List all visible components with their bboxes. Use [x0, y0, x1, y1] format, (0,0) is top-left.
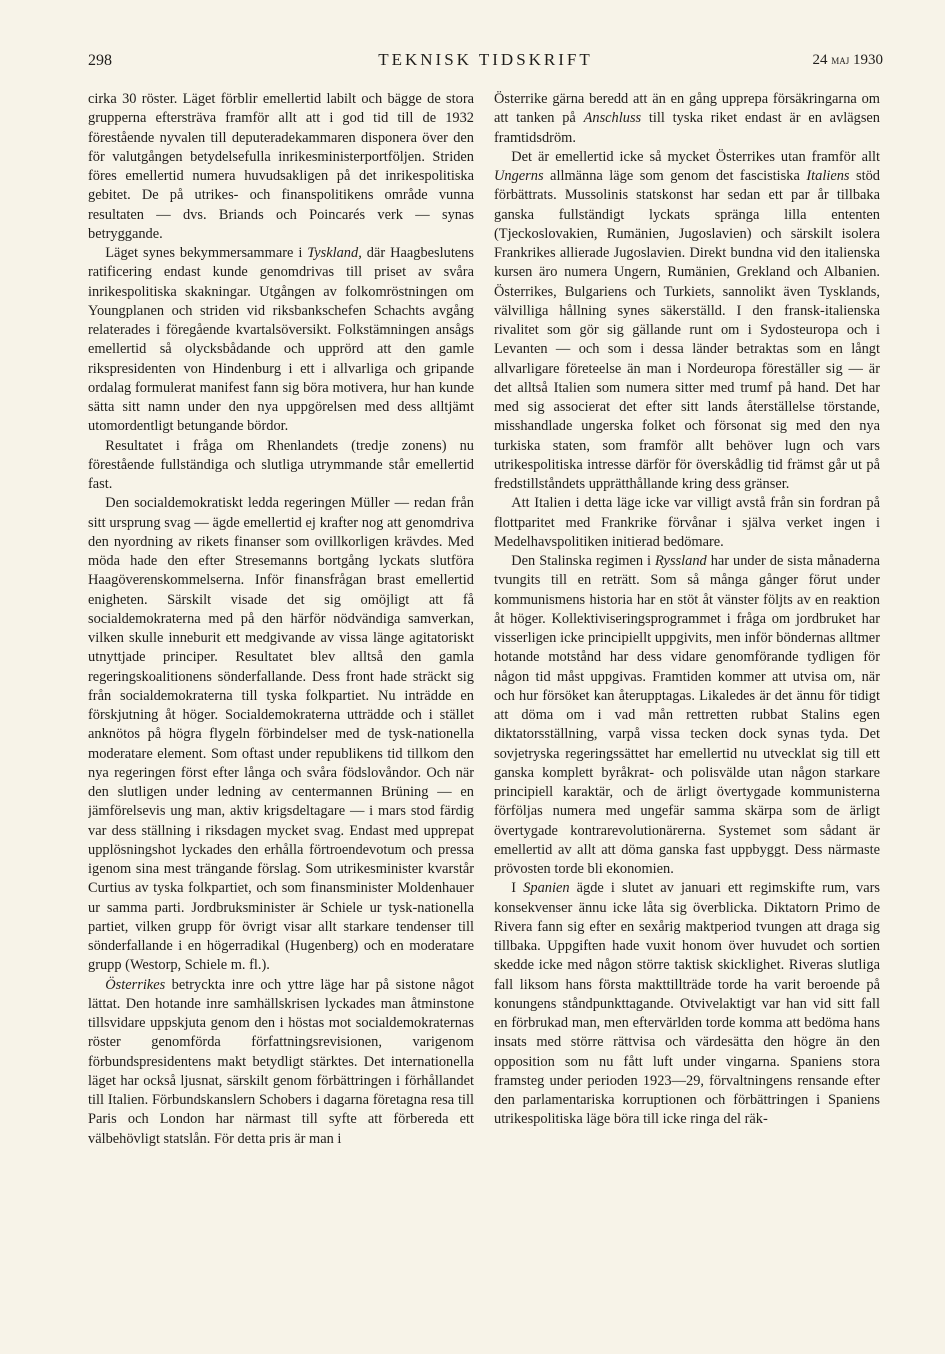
paragraph: [494, 90, 880, 148]
paragraph: [88, 244, 474, 437]
paragraph-text: Läget synes bekymmersammare i: [105, 245, 308, 261]
page-header: [88, 50, 883, 78]
country-name: Spanien: [523, 880, 570, 897]
paragraph-text: ägde i slutet av januari ett regimskifte rum, vars konsekvenser ännu icke låta sig överblicka. Diktatorn Primo de Rivera fann sig efter en sexårig maktperiod tvungen att draga sig tillbaka. Uppgiften hade vuxit honom över huvudet och sortien skedde icke med någon större taktisk skicklighet. Riveras slutliga fall liksom hans första makttillträde torde ha varit beroende på konungens ståndpunkttagande. Otvivelaktigt var han vid sitt fall en förbrukad man, men eftervärlden torde komma att bedöma hans insats med större rättvisa och värdesätta den högre än den opposition som nu fått luft under vingarna. Spaniens stora framsteg under perioden 1923—29, förvaltningens rensande efter den parlamentariska korruptionen och förbättringen i Spaniens utrikespolitiska läge böra till icke ringa del räk-: [494, 880, 880, 1128]
page-number: 298: [88, 52, 112, 69]
paragraph-text: betryckta inre och yttre läge har på sistone något lättat. Den hotande inre samhällskrisen lyckades man åtminstone tillsvidare uppskjuta genom den i höstas mot socialdemokraternas röster genomförda författningsrevisionen, varigenom förbundspresidentens makt betydligt stärktes. Det internationella läget har också ljusnat, särskilt genom förbättringen i förhållandet till Italien. Förbundskanslern Schobers i dagarna företagna resa till Paris och London har närmast till syfte att förbereda ett välbehövligt statslån. För detta pris är man i: [88, 976, 474, 1147]
paragraph-text: I: [511, 880, 524, 897]
country-name: Tyskland,: [307, 245, 362, 261]
paragraph-text: till tyska riket endast är en avlägsen framtidsdröm.: [494, 110, 880, 146]
issue-date: [812, 52, 883, 69]
emphasis-term: Anschluss: [583, 110, 642, 127]
paragraph: Att Italien i detta läge icke var villigt avstå från sin fordran på flottparitet med Frankrike förvånar i själva verket ingen i Medelhavspolitiken initierad bedömare.: [494, 495, 880, 550]
country-name: Österrikes: [105, 976, 166, 993]
issue-year: 1930: [853, 52, 883, 68]
article-body: [88, 90, 880, 1338]
issue-month: maj: [831, 52, 850, 67]
paragraph-text: allmänna läge som genom det fascistiska: [543, 168, 807, 184]
paragraph-text: Österrike gärna beredd att än en gång upprepa försäkringarna om att tanken på: [494, 91, 880, 127]
paragraph: [88, 976, 474, 1149]
country-name: Ungerns: [494, 168, 544, 184]
paragraph: [494, 148, 880, 495]
right-column: [494, 90, 880, 1338]
paragraph: [494, 552, 880, 879]
paragraph: Resultatet i fråga om Rhenlandets (tredje zonens) nu förestående fullständiga och slutliga utrymmande står emellertid fast.: [88, 437, 474, 492]
paragraph-text: Det är emellertid icke så mycket Österrikes utan framför allt: [511, 148, 880, 165]
issue-day: 24: [812, 52, 828, 68]
country-name: Italiens: [806, 168, 850, 184]
paragraph-text: stöd förbättrats. Mussolinis statskonst har sedan ett par år tillbaka ganska fullständigt lyckats spränga lilla ententen (Tjeckoslovakien, Rumänien, Jugoslavien) och särskilt isolera Frankrikes allierade Jugoslavien. Direkt bundna vid den italienska kursen äro numera Ungern, Rumänien, Grekland och Albanien. Österrikes, Bulgariens och Turkiets, sannolikt även Tysklands, välvilliga hållning synes säkerställd. I den fransk-italienska rivalitet som gör sig gällande runt om i Sydosteuropa och i Levanten — och som i dessa länder betraktas som en långt allvarligare företeelse än man i Nordeuropa föreställer sig — är det alltså Italien som numera sitter med trumf på hand. Det har med sig associerat det efter sitt lands återställelse törstande, misshandlade ungerska folket och försonat sig med den nya turkiska staten, som framför allt behöver lugn och vars utrikespolitiska intresse därför för överskådlig tid främst går ut på fredstillståndets upprätthållande kring dess gränser.: [494, 168, 880, 492]
paragraph: cirka 30 röster. Läget förblir emellertid labilt och bägge de stora grupperna eftersträva framför allt att i god tid till de 1932 förestående nyvalen till deputeradekammaren disponera över den för valutgången betydelsefulla inrikesministerportföljen. Striden föres emellertid numera huvudsakligen på det inrikespolitiska gebitet. De på utrikes- och finanspolitikens område vunna resultaten — dvs. Briands och Poincarés verk — synas betryggande.: [88, 91, 474, 242]
left-column: [88, 90, 474, 1338]
paragraph-text: har under de sista månaderna tvungits till en reträtt. Som så många gånger förut under kommunismens historia har en stöt åt vänster följts av en reaktion åt höger. Kollektiviseringsprogrammet i fråga om jordbruket har visserligen icke principiellt uppgivits, men inför böndernas alltmer hotande motstånd har dess vidare genomförande tydligen för någon tid måst uppgivas. Framtiden kommer att utvisa om, när och hur försöket kan återupptagas. Likaledes är det ännu för tidigt att döma om i vad mån rettretten rubbat Stalins egen diktatorsställning, varpå vissa tecken dock synas tyda. Det sovjetryska regeringssättet har emellertid nu utvecklat sig till ett ganska komplett byråkrat- och polisvälde utan någon starkare principiell karaktär, och de ärligt övertygade kommunisterna förföljas numera med ungefär samma skärpa som de ärligt övertygade kontrarevolutionärerna. Systemet som sådant är emellertid av allt att döma ganska fast uppbyggt. Dess närmaste prövosten torde bli ekonomien.: [494, 553, 880, 877]
country-name: Ryssland: [655, 553, 707, 569]
paragraph-text: där Haagbeslutens ratificering endast kunde genomdrivas till priset av svåra inrikespolitiska skakningar. Utgången av folkomröstningen om Youngplanen och striden vid riksbankschefen Schachts avgång relaterades i föregående kvartalsöversikt. Folkstämningen ansågs emellertid så olycksbådande och upprörd att den gamle rikspresidenten von Hindenburg i ett i allvarliga och gripande ordalag formulerat manifest fann sig böra motivera, hur han kunde sätta sitt namn under den nya uppgörelsen med dess alltjämt utomordentligt betungande bördor.: [88, 245, 474, 435]
paragraph: [494, 879, 880, 1129]
paragraph: Den socialdemokratiskt ledda regeringen Müller — redan från sitt ursprung svag — ägde emellertid ej krafter nog att genomdriva den nyordning av rikets finanser som ovillkorligen krävdes. Med möda hade den efter Stresemanns bortgång lyckats slutföra Haagöverenskommelserna. Inför finansfrågan brast emellertid enigheten. Särskilt visade det sig omöjligt att få socialdemokraterna med på den härför nödvändiga samverkan, vilken skulle inneburit ett medgivande av vissa länge agitatoriskt utnyttjade principer. Resultatet blev alltså den gamla regeringskoalitionens sönderfallande. Dess front hade sträckt sig från socialdemokraterna till tyska folkpartiet. Nu inträdde en förskjutning åt höger. Socialdemokraterna utträdde och i stället anknötos på högra flygeln förbindelser med de tysk-nationella moderatare element. Som oftast under republikens tid tillkom den nya regeringen först efter långa och svåra födslovåndor. Och när den slutligen under ledning av centermannen Brüning — en jämförelsevis ung man, aktiv krigsdeltagare — i mars stod färdig var dess ställning i riksdagen mycket svag. Endast med upprepat upplösningshot lyckades den erhålla förtroendevotum och pressa igenom sina mest trängande förslag. Som utrikesminister kvarstår Curtius av tyska folkpartiet, och som finansminister Moldenhauer ur samma parti. Jordbruksminister är Schiele ur tysk-nationella partiet, vilken grupp för övrigt visar allt starkare tendenser till sönderfallande i en högerradikal (Hugenberg) och en moderatare grupp (Westorp, Schiele m. fl.).: [88, 495, 474, 974]
journal-title: TEKNISK TIDSKRIFT: [378, 50, 593, 69]
paragraph-text: Den Stalinska regimen i: [511, 553, 656, 569]
